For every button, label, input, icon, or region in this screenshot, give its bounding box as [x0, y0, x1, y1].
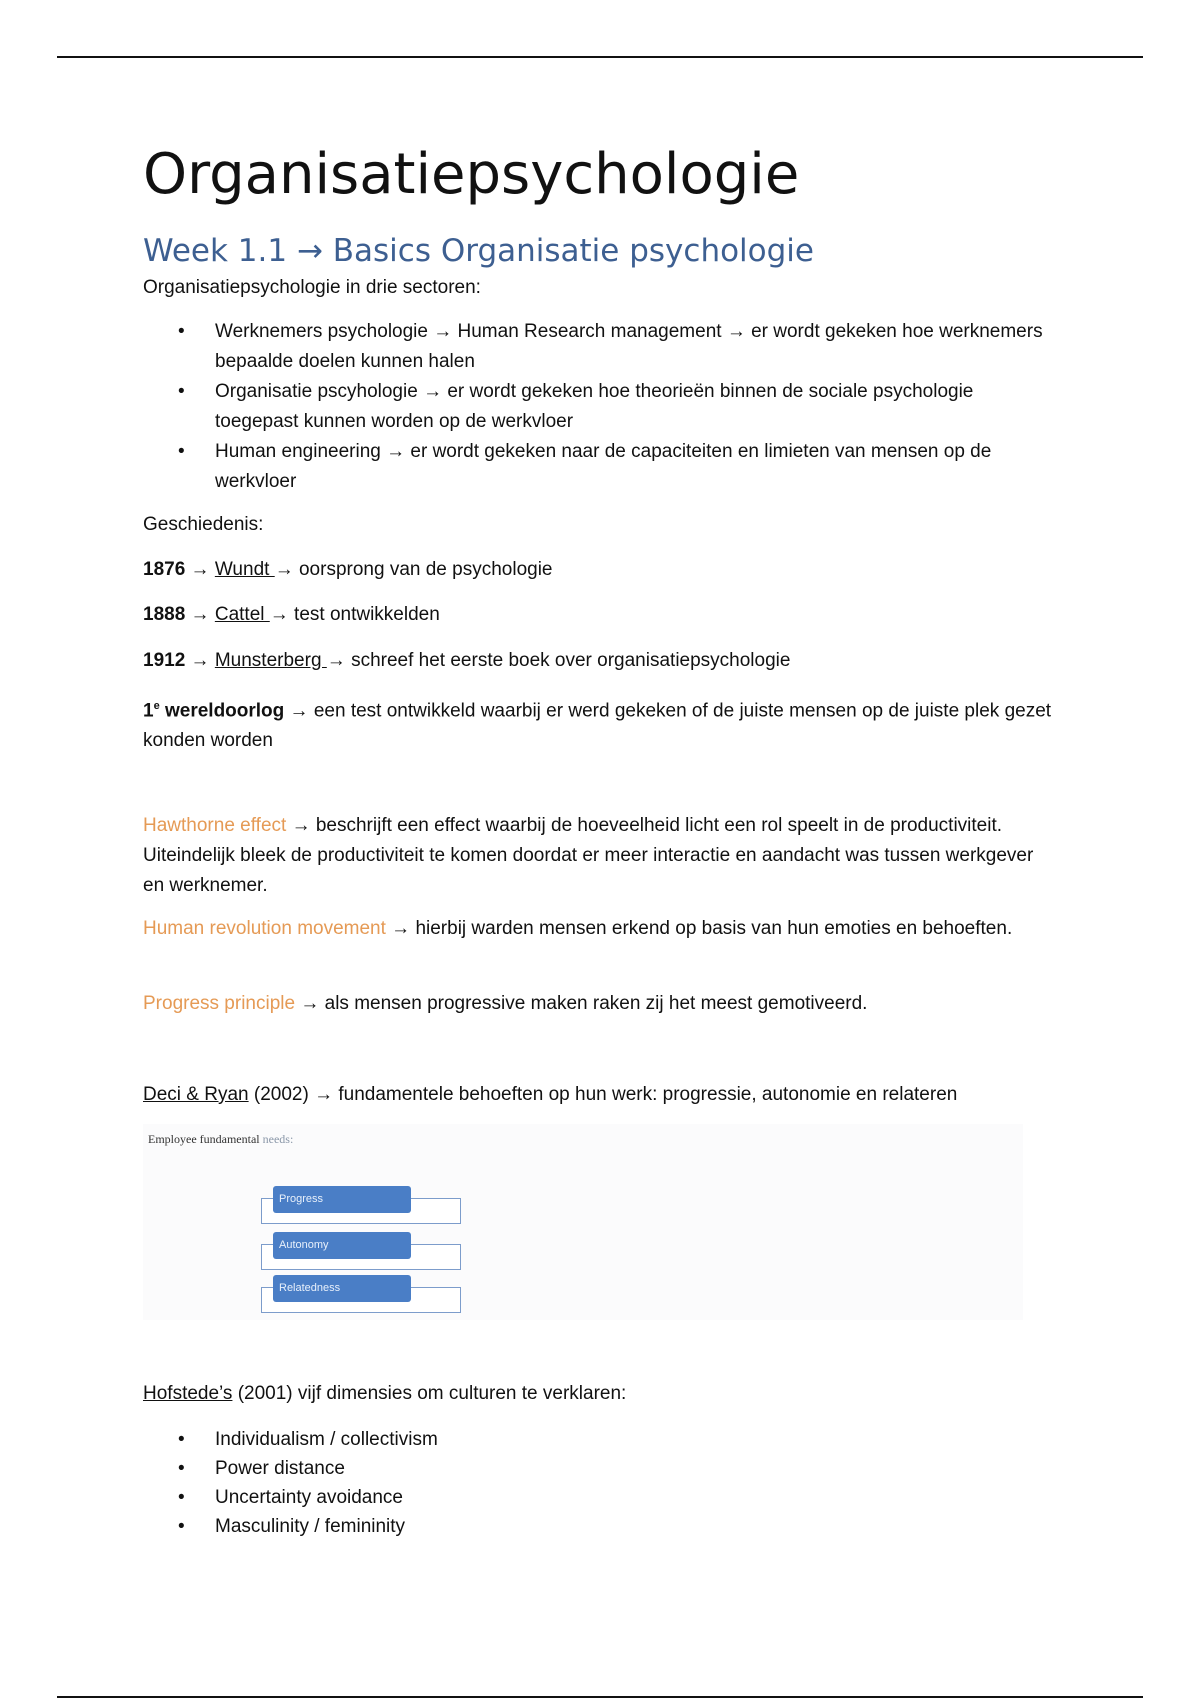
history-name: Munsterberg — [214, 650, 327, 671]
history-text: → schreef het eerste boek over organisatiepsychologie — [326, 650, 791, 671]
concept-term: Human revolution movement — [143, 918, 386, 939]
deci-ryan — [143, 1080, 1058, 1110]
history-year: 1876 — [143, 559, 186, 580]
hofstede-text: (2001) vijf dimensies om culturen te verklaren: — [232, 1383, 627, 1404]
ww1-label: wereldoorlog — [159, 700, 285, 722]
diagram-node — [261, 1186, 461, 1215]
list-item: • Power distance — [143, 1454, 1058, 1483]
ww1-text: → een test ontwikkeld waarbij er werd gekeken of de juiste mensen op de juiste plek gezet konden worden — [143, 700, 1052, 752]
list-item: • Masculinity / femininity — [143, 1512, 1058, 1541]
concept-text: → beschrijft een effect waarbij de hoeveelheid licht een rol speelt in de productiviteit. Uiteindelijk bleek de productiviteit te komen doordat er meer interactie en aandacht was tussen werkgever en werknemer. — [143, 815, 1034, 896]
history-text: → test ontwikkelden — [269, 604, 440, 625]
concept-text: → hierbij warden mensen erkend op basis van hun emoties en behoeften. — [385, 918, 1013, 939]
diagram-node-label: Autonomy — [273, 1232, 411, 1259]
history-year: 1888 — [143, 604, 186, 625]
header-rule — [57, 56, 1143, 58]
concept-human-revolution — [143, 914, 1058, 944]
history-text: → oorsprong van de psychologie — [274, 559, 553, 580]
hofstede-list — [143, 1425, 1058, 1541]
diagram-node-label: Relatedness — [273, 1275, 411, 1302]
history-name: Cattel — [214, 604, 270, 625]
document-title: Organisatiepsychologie — [143, 142, 800, 207]
ww1-ordinal: 1 — [143, 700, 154, 722]
history-arrow: → — [185, 559, 215, 580]
history-entry — [143, 646, 1058, 676]
hofstede-section — [143, 1379, 1058, 1541]
history-label-block — [143, 510, 1058, 540]
concept-hawthorne — [143, 811, 1058, 901]
deci-text: (2002) → fundamentele behoeften op hun werk: progressie, autonomie en relateren — [248, 1084, 958, 1105]
sectors-section — [143, 273, 1058, 497]
deci-name: Deci & Ryan — [143, 1084, 249, 1105]
history-entry — [143, 600, 1058, 630]
diagram-node — [261, 1232, 461, 1261]
list-item: • Organisatie pscyhologie → er wordt gekeken hoe theorieën binnen de sociale psychologie toegepast kunnen worden op de werkvloer — [143, 377, 1058, 437]
hofstede-name: Hofstede’s — [143, 1383, 233, 1404]
section-heading: Week 1.1 → Basics Organisatie psychologie — [143, 233, 814, 269]
diagram-node-label: Progress — [273, 1186, 411, 1213]
concept-text: → als mensen progressive maken raken zij het meest gemotiveerd. — [295, 993, 868, 1014]
diagram-caption-main: Employee fundamental — [148, 1132, 260, 1146]
history-label: Geschiedenis: — [143, 514, 264, 535]
history-arrow: → — [185, 650, 215, 671]
concept-term: Progress principle — [143, 993, 296, 1014]
history-name: Wundt — [214, 559, 275, 580]
list-item: • Uncertainty avoidance — [143, 1483, 1058, 1512]
footer-rule — [57, 1696, 1143, 1698]
diagram-caption-faint: needs: — [259, 1132, 294, 1146]
ww1-entry — [143, 691, 1058, 756]
sectors-intro: Organisatiepsychologie in drie sectoren: — [143, 277, 481, 298]
diagram-node — [261, 1275, 461, 1304]
list-item: • Individualism / collectivism — [143, 1425, 1058, 1454]
concept-progress — [143, 989, 1058, 1019]
list-item: • Werknemers psychologie → Human Research management → er wordt gekeken hoe werknemers bepaalde doelen kunnen halen — [143, 317, 1058, 377]
list-item: • Human engineering → er wordt gekeken naar de capaciteiten en limieten van mensen op de werkvloer — [143, 437, 1058, 497]
needs-diagram — [143, 1124, 1023, 1320]
history-entry — [143, 555, 1058, 585]
history-year: 1912 — [143, 650, 186, 671]
ww1-sup: e — [153, 700, 160, 712]
diagram-caption — [148, 1132, 293, 1147]
sectors-list — [143, 317, 1058, 497]
history-arrow: → — [185, 604, 215, 625]
concept-term: Hawthorne effect — [143, 815, 287, 836]
